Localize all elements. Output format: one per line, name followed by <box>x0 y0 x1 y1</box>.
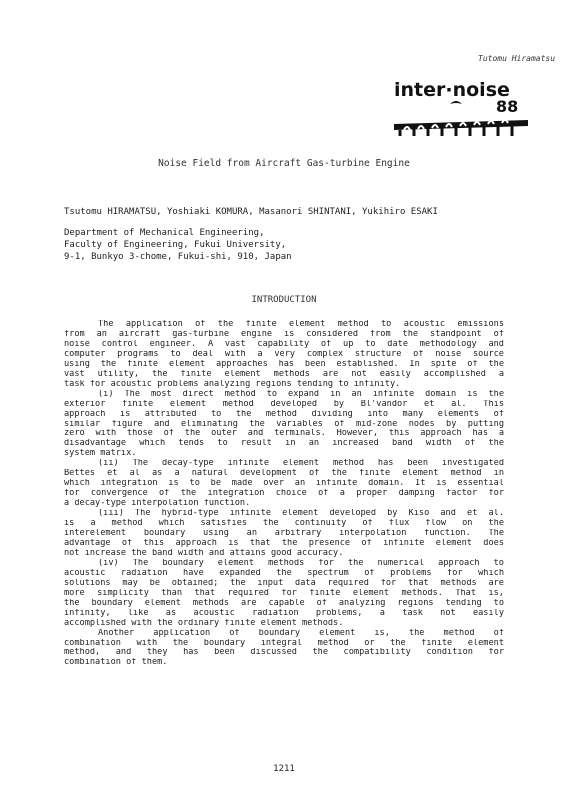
body-line: infinity, like as acoustic radiation problems, a task not easily <box>64 608 504 618</box>
body-line: (iv) The boundary element methods for the numerical approach to <box>98 558 504 568</box>
body-line: (i) The most direct method to expand in an infinite domain is the <box>98 389 504 399</box>
body-line: more simplicity than that required for finite element methods. That is, <box>64 588 504 598</box>
body-line: computer programs to deal with a very complex structure of noise source <box>64 349 504 359</box>
body-line: vast utility, the finite element methods are not easily accomplished a <box>64 369 504 379</box>
page-number: 1211 <box>273 764 295 774</box>
inter-noise-logo <box>392 74 532 136</box>
body-line: from an aircraft gas-turbine engine is considered from the standpoint of <box>64 329 504 339</box>
body-line: system matrix. <box>64 449 137 459</box>
body-line: acoustic radiation have expanded the spectrum of problems for which <box>64 568 504 578</box>
body-line: advantage of this approach is that the presence of infinite element does <box>64 538 504 548</box>
body-line: (iii) The hybrid-type infinite element developed by Kiso and et al. <box>98 509 504 519</box>
body-line: task for acoustic problems analyzing regions tending to infinity. <box>64 379 401 389</box>
affiliation-line: Faculty of Engineering, Fukui University, <box>64 239 287 250</box>
affiliation-block <box>64 228 292 263</box>
body-line: similar figure and eliminating the variables of mid-zone nodes by putting <box>64 419 504 429</box>
body-line: for convergence of the integration choice of a proper damping factor for <box>64 489 504 499</box>
body-line: noise control engineer. A vast capability of up to date methodology and <box>64 339 504 349</box>
body-line: exterior finite element method developed by Bl'vandor et al. This <box>64 399 504 409</box>
author-list: Tsutomu HIRAMATSU, Yoshiaki KOMURA, Masanori SHINTANI, Yukihiro ESAKI <box>64 207 438 217</box>
body-text <box>64 320 504 668</box>
body-line: is a method which satisfies the continuity of flux flow on the <box>64 519 504 529</box>
body-line: disadvantage which tends to result in an increased band width of the <box>64 439 504 449</box>
body-line: Bettes et al as a natural development of the finite element method in <box>64 469 504 479</box>
body-line: (ii) The decay-type infinite element method has been investigated <box>98 459 504 469</box>
body-line: The application of the finite element method to acoustic emissions <box>98 320 504 329</box>
body-line: approach is attributed to the method dividing into many elements of <box>64 409 504 419</box>
body-line: accomplished with the ordinary finite element methods. <box>64 618 344 628</box>
body-line: using the finite element approaches has been established. In spite of the <box>64 359 504 369</box>
body-line: solutions may be obtained; the input data required for that methods are <box>64 578 504 588</box>
body-line: zero with those of the outer and terminals. However, this approach has a <box>64 429 504 439</box>
body-line: interelement boundary using an arbitrary interpolation function. The <box>64 529 504 539</box>
logo-year: 88 <box>496 97 519 116</box>
section-heading: INTRODUCTION <box>251 295 317 305</box>
body-line: a decay-type interpolation function. <box>64 499 251 509</box>
body-line: method, and they has been discussed the compatibility condition for <box>64 648 504 658</box>
affiliation-line: 9-1, Bunkyo 3-chome, Fukui-shi, 910, Japan <box>64 251 292 262</box>
handwritten-note: Tutomu Hiramatsu <box>478 54 556 63</box>
body-line: Another application of boundary element is, the method of <box>98 628 504 638</box>
affiliation-line: Department of Mechanical Engineering, <box>64 228 265 238</box>
body-line: combination with the boundary integral method or the finite element <box>64 638 504 648</box>
body-line: not increase the band width and attains good accuracy. <box>64 548 344 558</box>
body-line: which integration is to be made over an infinite domain. It is essential <box>64 479 504 489</box>
paper-title: Noise Field from Aircraft Gas-turbine Engine <box>158 158 410 169</box>
body-line: the boundary element methods are capable of analyzing regions tending to <box>64 598 504 608</box>
logo-wordmark: inter·noise <box>394 79 510 101</box>
body-line: combination of them. <box>64 658 168 668</box>
